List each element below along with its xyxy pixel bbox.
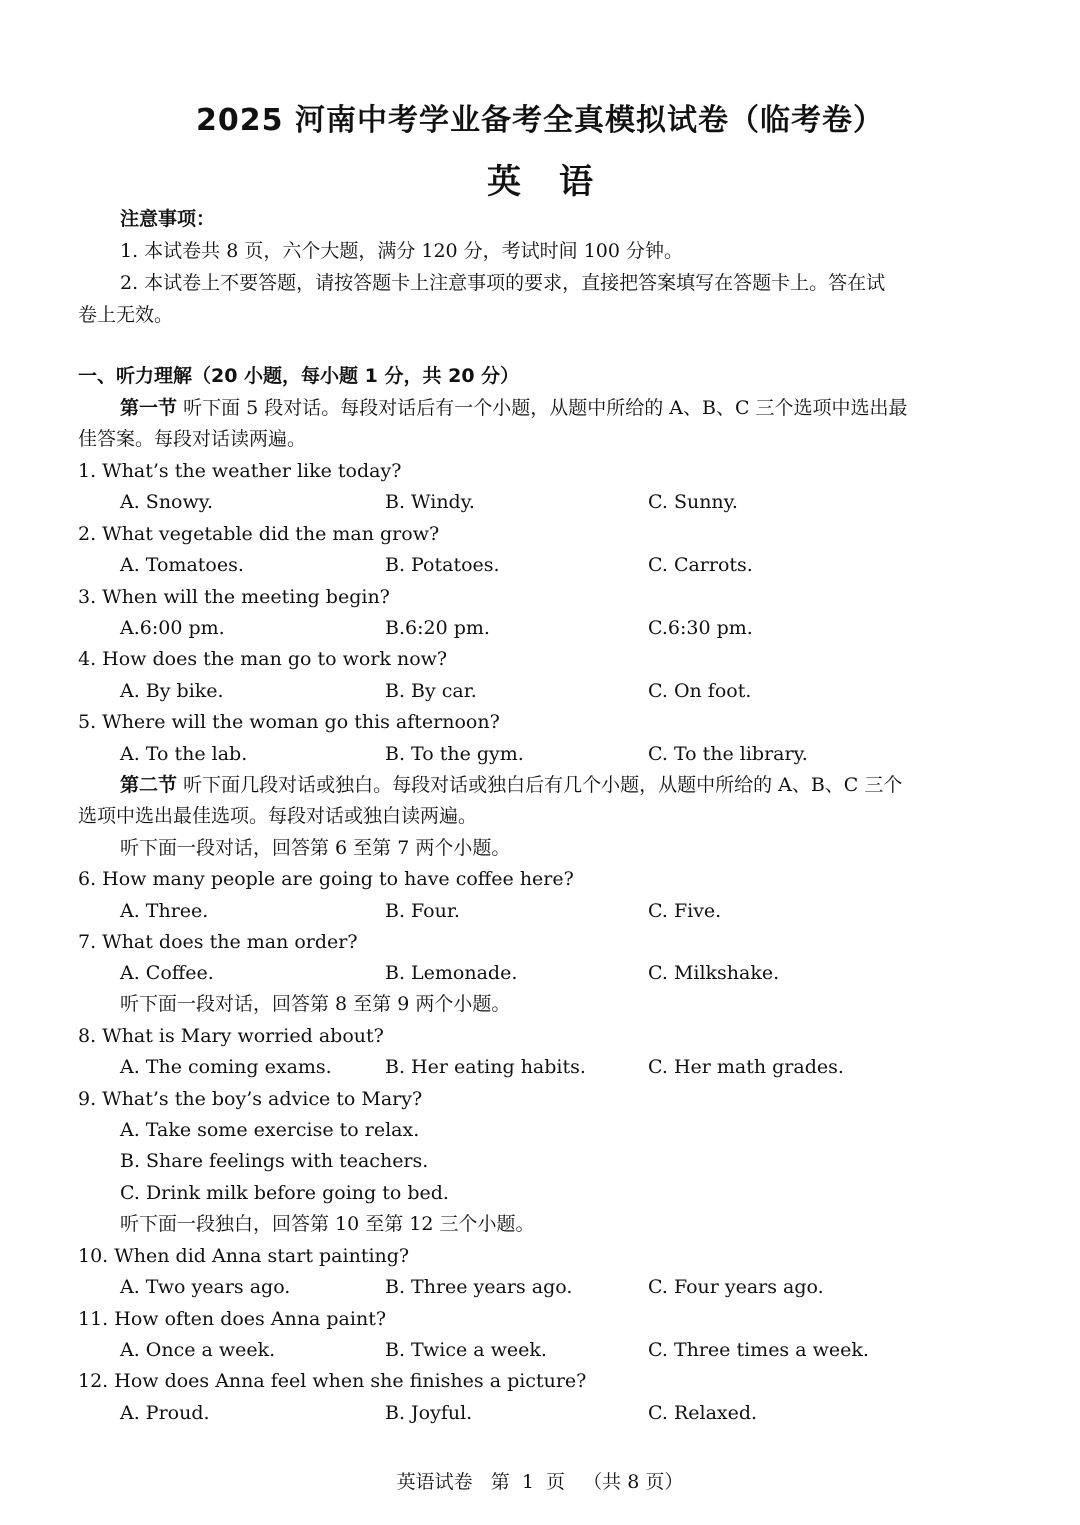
part-2-instruction-line-1 xyxy=(120,776,902,795)
q9-option-b: B. Share feelings with teachers. xyxy=(120,1150,429,1172)
note-item-2-line-1: 2. 本试卷上不要答题，请按答题卡上注意事项的要求，直接把答案填写在答题卡上。答在试 xyxy=(120,272,886,294)
q12-option-b: B. Joyful. xyxy=(385,1402,473,1424)
q4-option-c: C. On foot. xyxy=(648,680,752,702)
question-9: 9. What’s the boy’s advice to Mary? xyxy=(78,1088,423,1110)
q9-option-c: C. Drink milk before going to bed. xyxy=(120,1182,449,1204)
q5-option-b: B. To the gym. xyxy=(385,743,524,765)
q3-option-c: C.6:30 pm. xyxy=(648,617,753,639)
q1-option-b: B. Windy. xyxy=(385,491,475,513)
note-item-2-line-2: 卷上无效。 xyxy=(78,304,174,326)
q10-option-a: A. Two years ago. xyxy=(120,1276,291,1298)
part-1-instruction-line-2: 佳答案。每段对话读两遍。 xyxy=(78,428,307,450)
q3-option-b: B.6:20 pm. xyxy=(385,617,490,639)
q2-option-b: B. Potatoes. xyxy=(385,554,500,576)
instruction-q10-q12: 听下面一段独白，回答第 10 至第 12 三个小题。 xyxy=(120,1213,535,1235)
q4-option-a: A. By bike. xyxy=(120,680,224,702)
question-12: 12. How does Anna feel when she finishes a picture? xyxy=(78,1370,587,1392)
question-6: 6. How many people are going to have coffee here? xyxy=(78,868,574,890)
notes-heading: 注意事项： xyxy=(120,208,216,230)
q7-option-c: C. Milkshake. xyxy=(648,962,780,984)
question-4: 4. How does the man go to work now? xyxy=(78,648,448,670)
q2-option-c: C. Carrots. xyxy=(648,554,753,576)
q8-option-b: B. Her eating habits. xyxy=(385,1056,586,1078)
part-1-label: 第一节 xyxy=(120,397,178,419)
part-2-text: 听下面几段对话或独白。每段对话或独白后有几个小题，从题中所给的 A、B、C 三个 xyxy=(183,774,903,796)
q12-option-a: A. Proud. xyxy=(120,1402,210,1424)
note-item-1: 1. 本试卷共 8 页，六个大题，满分 120 分，考试时间 100 分钟。 xyxy=(120,240,684,262)
q1-option-a: A. Snowy. xyxy=(120,491,214,513)
question-8: 8. What is Mary worried about? xyxy=(78,1025,384,1047)
part-2-instruction-line-2: 选项中选出最佳选项。每段对话或独白读两遍。 xyxy=(78,805,478,827)
q12-option-c: C. Relaxed. xyxy=(648,1402,758,1424)
question-11: 11. How often does Anna paint? xyxy=(78,1308,387,1330)
page-footer: 英语试卷 第 1 页 （共 8 页） xyxy=(396,1471,684,1493)
q6-option-c: C. Five. xyxy=(648,900,722,922)
q3-option-a: A.6:00 pm. xyxy=(120,617,225,639)
q2-option-a: A. Tomatoes. xyxy=(120,554,244,576)
q10-option-c: C. Four years ago. xyxy=(648,1276,824,1298)
q7-option-b: B. Lemonade. xyxy=(385,962,518,984)
question-3: 3. When will the meeting begin? xyxy=(78,586,390,608)
question-1: 1. What’s the weather like today? xyxy=(78,460,402,482)
part-1-instruction-line-1 xyxy=(120,399,908,418)
instruction-q8-q9: 听下面一段对话，回答第 8 至第 9 两个小题。 xyxy=(120,993,511,1015)
q9-option-a: A. Take some exercise to relax. xyxy=(120,1119,420,1141)
q5-option-c: C. To the library. xyxy=(648,743,808,765)
subject-title: 英语 xyxy=(487,162,631,202)
q8-option-a: A. The coming exams. xyxy=(120,1056,332,1078)
page-title: 2025 河南中考学业备考全真模拟试卷（临考卷） xyxy=(196,103,884,138)
q11-option-c: C. Three times a week. xyxy=(648,1339,869,1361)
q8-option-c: C. Her math grades. xyxy=(648,1056,844,1078)
q7-option-a: A. Coffee. xyxy=(120,962,214,984)
section-1-heading: 一、听力理解（20 小题，每小题 1 分，共 20 分） xyxy=(78,365,520,387)
q10-option-b: B. Three years ago. xyxy=(385,1276,573,1298)
q11-option-b: B. Twice a week. xyxy=(385,1339,547,1361)
instruction-q6-q7: 听下面一段对话，回答第 6 至第 7 两个小题。 xyxy=(120,837,511,859)
q1-option-c: C. Sunny. xyxy=(648,491,738,513)
q6-option-b: B. Four. xyxy=(385,900,460,922)
part-1-text: 听下面 5 段对话。每段对话后有一个小题，从题中所给的 A、B、C 三个选项中选出最 xyxy=(183,397,908,419)
q11-option-a: A. Once a week. xyxy=(120,1339,276,1361)
question-2: 2. What vegetable did the man grow? xyxy=(78,523,440,545)
q5-option-a: A. To the lab. xyxy=(120,743,248,765)
question-7: 7. What does the man order? xyxy=(78,931,358,953)
part-2-label: 第二节 xyxy=(120,774,178,796)
question-5: 5. Where will the woman go this afternoon? xyxy=(78,711,500,733)
q6-option-a: A. Three. xyxy=(120,900,209,922)
q4-option-b: B. By car. xyxy=(385,680,477,702)
question-10: 10. When did Anna start painting? xyxy=(78,1245,410,1267)
